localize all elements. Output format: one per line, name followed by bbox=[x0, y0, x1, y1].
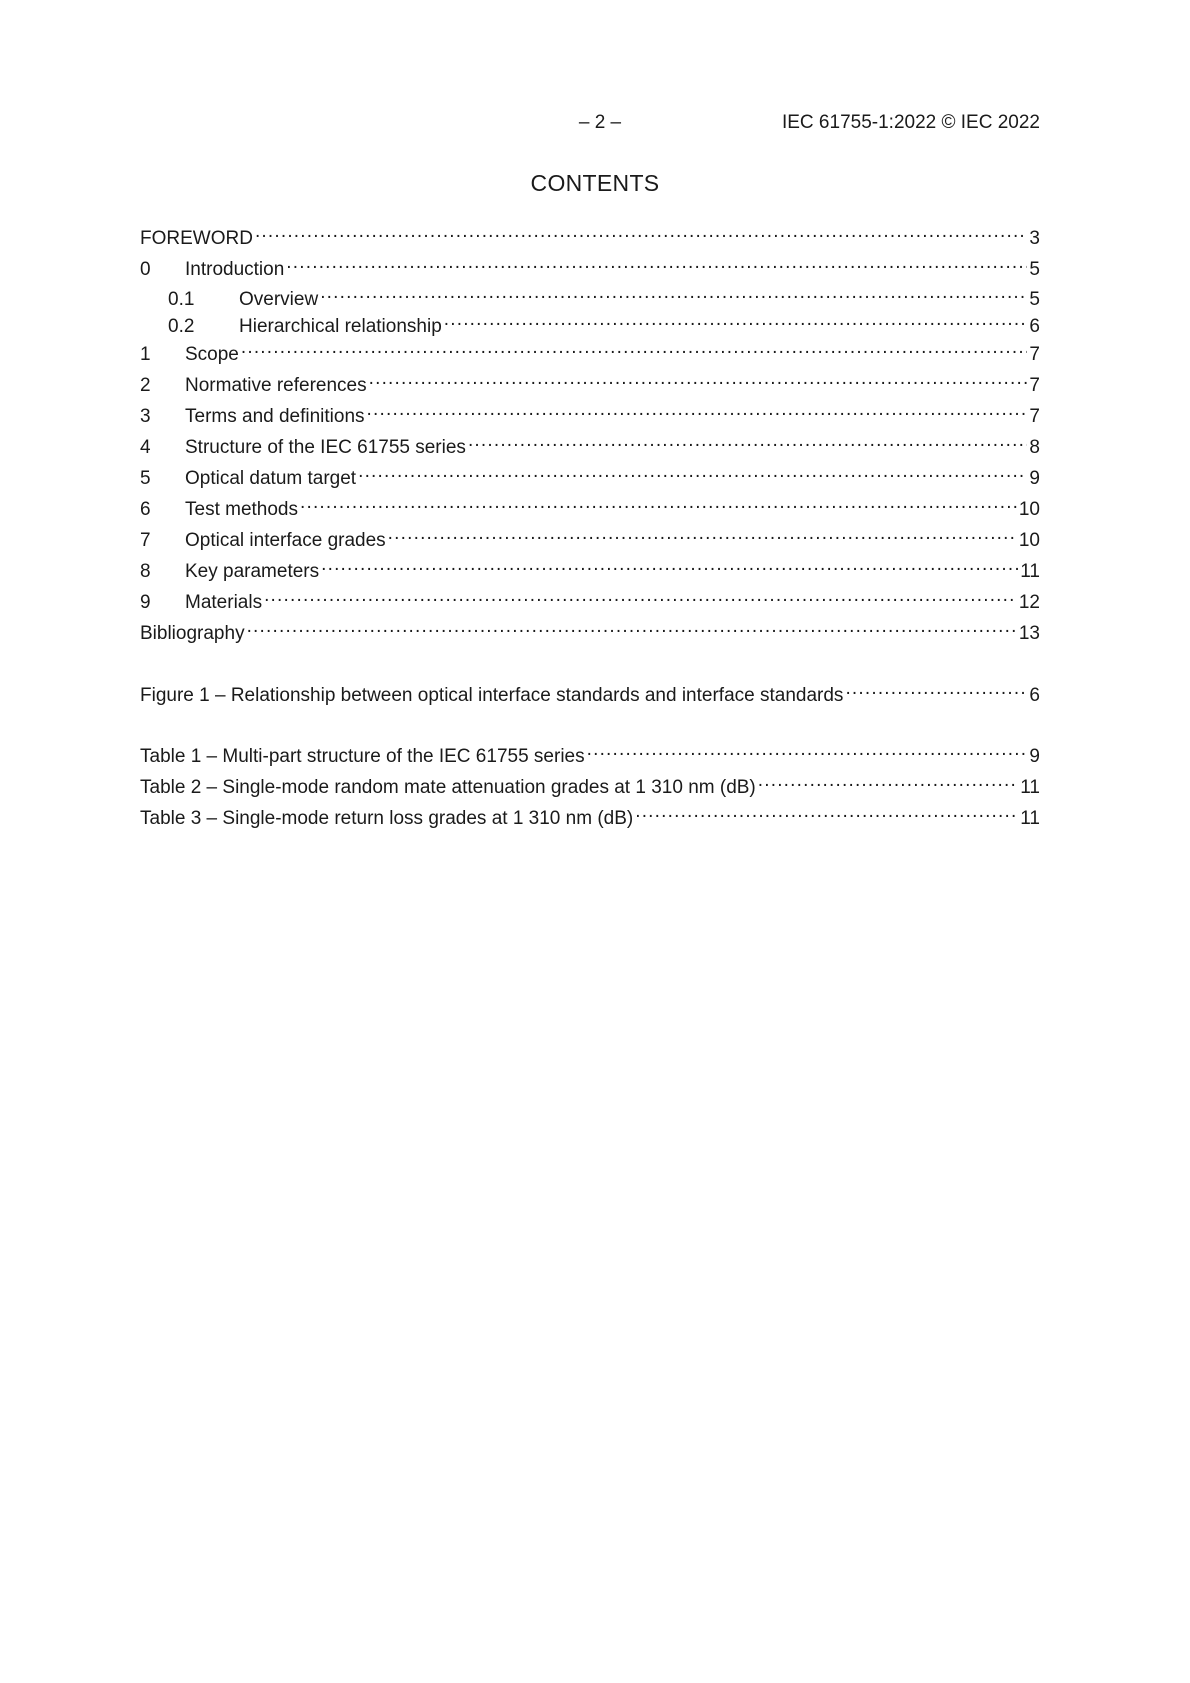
toc-entry-structure-of-series[interactable] bbox=[140, 429, 1040, 458]
toc-leader-dots bbox=[286, 251, 1027, 275]
toc-entry-page: 5 bbox=[1029, 259, 1040, 280]
list-of-tables-entry[interactable] bbox=[140, 738, 1040, 767]
toc-leader-dots bbox=[264, 584, 1017, 608]
table-entry-title: Table 2 – Single-mode random mate attenuation grades at 1 310 nm (dB) bbox=[140, 777, 756, 798]
figure-entry-title: Figure 1 – Relationship between optical interface standards and interface standards bbox=[140, 685, 844, 706]
toc-entry-introduction[interactable] bbox=[140, 251, 1040, 280]
toc-entry-materials[interactable] bbox=[140, 584, 1040, 613]
toc-entry-number: 8 bbox=[140, 561, 151, 582]
toc-entry-title: Key parameters bbox=[185, 561, 320, 582]
table-entry-page: 11 bbox=[1020, 808, 1040, 829]
toc-entry-number: 5 bbox=[140, 468, 151, 489]
toc-leader-dots bbox=[845, 677, 1027, 701]
table-entry-page: 9 bbox=[1029, 746, 1040, 767]
toc-leader-dots bbox=[758, 769, 1019, 793]
toc-entry-number: 2 bbox=[140, 375, 151, 396]
toc-leader-dots bbox=[241, 336, 1028, 360]
toc-leader-dots bbox=[444, 308, 1028, 332]
toc-entry-page: 12 bbox=[1018, 592, 1040, 613]
toc-leader-dots bbox=[247, 615, 1017, 639]
table-entry-page: 11 bbox=[1020, 777, 1040, 798]
toc-entry-page: 7 bbox=[1029, 344, 1040, 365]
toc-entry-terms-and-definitions[interactable] bbox=[140, 398, 1040, 427]
toc-leader-dots bbox=[587, 738, 1028, 762]
toc-entry-page: 6 bbox=[1029, 316, 1040, 337]
toc-entry-optical-interface-grades[interactable] bbox=[140, 522, 1040, 551]
page-number: – 2 – bbox=[578, 112, 622, 133]
toc-entry-title: Structure of the IEC 61755 series bbox=[185, 437, 466, 458]
toc-leader-dots bbox=[367, 398, 1028, 422]
toc-leader-dots bbox=[388, 522, 1017, 546]
document-identifier: IEC 61755-1:2022 © IEC 2022 bbox=[781, 112, 1040, 133]
toc-entry-page: 13 bbox=[1018, 623, 1040, 644]
toc-entry-number: 1 bbox=[140, 344, 151, 365]
toc-entry-title: Optical interface grades bbox=[185, 530, 386, 551]
toc-entry-number: 3 bbox=[140, 406, 151, 427]
toc-entry-title: Normative references bbox=[185, 375, 367, 396]
toc-entry-overview[interactable] bbox=[140, 281, 1040, 310]
toc-entry-number: 0 bbox=[140, 259, 151, 280]
table-entry-title: Table 1 – Multi-part structure of the IEC 61755 series bbox=[140, 746, 585, 767]
table-entry-title: Table 3 – Single-mode return loss grades at 1 310 nm (dB) bbox=[140, 808, 634, 829]
toc-entry-title: Hierarchical relationship bbox=[239, 316, 442, 337]
toc-entry-foreword[interactable] bbox=[140, 220, 1040, 249]
toc-entry-page: 8 bbox=[1029, 437, 1040, 458]
toc-entry-number: 6 bbox=[140, 499, 151, 520]
list-of-figures-entry[interactable] bbox=[140, 677, 1040, 706]
toc-entry-scope[interactable] bbox=[140, 336, 1040, 365]
toc-entry-normative-references[interactable] bbox=[140, 367, 1040, 396]
toc-entry-title: Optical datum target bbox=[185, 468, 357, 489]
toc-leader-dots bbox=[320, 281, 1027, 305]
toc-leader-dots bbox=[255, 220, 1027, 244]
toc-leader-dots bbox=[358, 460, 1027, 484]
toc-entry-title: Bibliography bbox=[140, 623, 245, 644]
list-of-tables-entry[interactable] bbox=[140, 800, 1040, 829]
toc-leader-dots bbox=[369, 367, 1028, 391]
page-header bbox=[140, 112, 1040, 136]
toc-entry-page: 10 bbox=[1018, 530, 1040, 551]
toc-entry-number: 0.2 bbox=[168, 316, 195, 337]
toc-entry-test-methods[interactable] bbox=[140, 491, 1040, 520]
toc-entry-number: 4 bbox=[140, 437, 151, 458]
toc-entry-page: 10 bbox=[1018, 499, 1040, 520]
toc-entry-key-parameters[interactable] bbox=[140, 553, 1040, 582]
figure-entry-page: 6 bbox=[1029, 685, 1040, 706]
toc-entry-bibliography[interactable] bbox=[140, 615, 1040, 644]
toc-entry-page: 3 bbox=[1029, 228, 1040, 249]
toc-entry-page: 9 bbox=[1029, 468, 1040, 489]
toc-entry-page: 7 bbox=[1029, 375, 1040, 396]
toc-entry-title: Introduction bbox=[185, 259, 285, 280]
toc-entry-page: 11 bbox=[1020, 561, 1040, 582]
toc-entry-optical-datum-target[interactable] bbox=[140, 460, 1040, 489]
toc-entry-title: Overview bbox=[239, 289, 319, 310]
toc-entry-hierarchical-relationship[interactable] bbox=[140, 308, 1040, 337]
toc-entry-title: Test methods bbox=[185, 499, 298, 520]
toc-entry-page: 5 bbox=[1029, 289, 1040, 310]
list-of-tables-entry[interactable] bbox=[140, 769, 1040, 798]
toc-leader-dots bbox=[300, 491, 1017, 515]
toc-entry-title: Terms and definitions bbox=[185, 406, 365, 427]
toc-leader-dots bbox=[321, 553, 1018, 577]
toc-entry-number: 9 bbox=[140, 592, 151, 613]
toc-leader-dots bbox=[468, 429, 1027, 453]
toc-entry-title: Materials bbox=[185, 592, 263, 613]
toc-entry-title: Scope bbox=[185, 344, 239, 365]
contents-heading: CONTENTS bbox=[530, 170, 660, 196]
toc-entry-page: 7 bbox=[1029, 406, 1040, 427]
toc-leader-dots bbox=[635, 800, 1018, 824]
toc-entry-title: FOREWORD bbox=[140, 228, 253, 249]
toc-entry-number: 0.1 bbox=[168, 289, 195, 310]
toc-entry-number: 7 bbox=[140, 530, 151, 551]
